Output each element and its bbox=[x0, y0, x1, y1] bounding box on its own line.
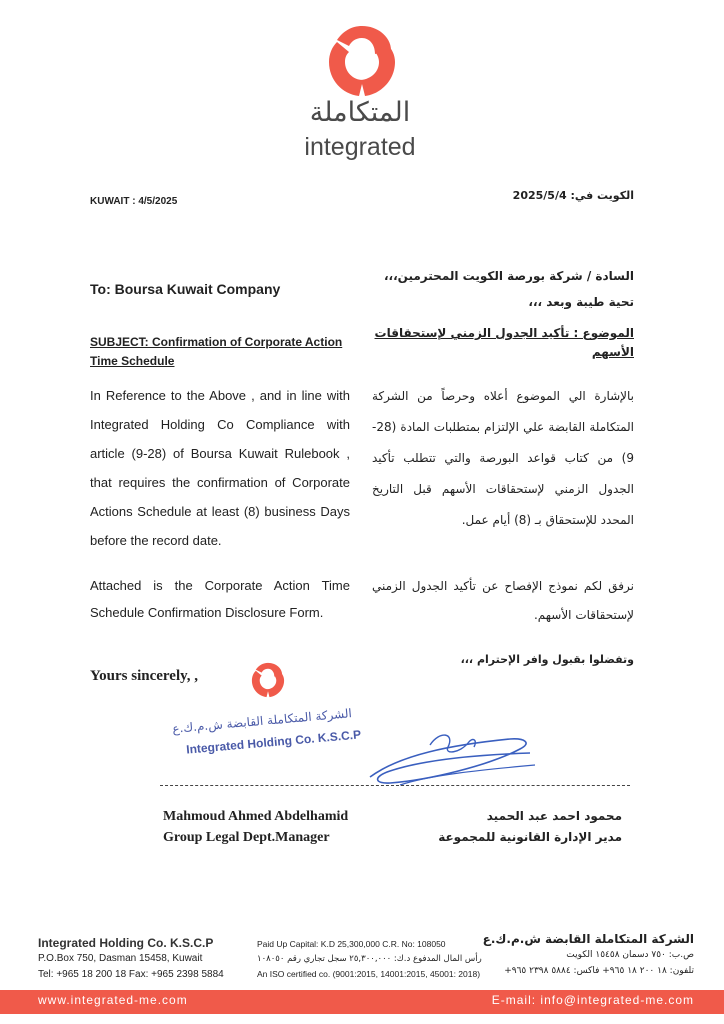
footer-arabic bbox=[483, 931, 694, 979]
footer-english bbox=[38, 935, 224, 983]
body-english: In Reference to the Above , and in line with Integrated Holding Co Compliance with article (9-28) of Boursa Kuwait Rulebook , that requires the confirmation of Corporate Actions Schedule at least (8) business Days before the record date. bbox=[90, 388, 350, 548]
recipient: To: Boursa Kuwait Company bbox=[90, 281, 281, 297]
footer-address-en: P.O.Box 750, Dasman 15458, Kuwait bbox=[38, 953, 203, 964]
footer-phone-en: Tel: +965 18 200 18 Fax: +965 2398 5884 bbox=[38, 969, 224, 980]
date-arabic: الكويت في: 2025/5/4 bbox=[512, 189, 634, 202]
footer-company-en: Integrated Holding Co. K.S.C.P bbox=[38, 936, 214, 950]
signatory-title-en: Group Legal Dept.Manager bbox=[163, 830, 330, 845]
attachment-english: Attached is the Corporate Action Time Schedule Confirmation Disclosure Form. bbox=[90, 578, 350, 620]
signatory-name-ar: محمود احمد عبد الحميد bbox=[486, 809, 622, 823]
subject-english: SUBJECT: Confirmation of Corporate Action Time Schedule bbox=[90, 335, 343, 368]
footer-iso: An ISO certified co. (9001:2015, 14001:2015, 45001: 2018) bbox=[257, 969, 481, 979]
signatory-arabic bbox=[438, 806, 622, 848]
date-english: KUWAIT : 4/5/2025 bbox=[90, 196, 178, 207]
closing-english: Yours sincerely, , bbox=[90, 668, 199, 684]
signatory-name-en: Mahmoud Ahmed Abdelhamid bbox=[163, 809, 349, 824]
company-logo bbox=[300, 22, 424, 105]
email-link[interactable]: E-mail: info@integrated-me.com bbox=[491, 993, 694, 1007]
footer-capital-en: Paid Up Capital: K.D 25,300,000 C.R. No: 108050 bbox=[257, 939, 446, 949]
footer-company-ar: الشركة المتكاملة القابضة ش.م.ك.ع bbox=[482, 932, 694, 946]
body-arabic: بالإشارة الي الموضوع أعلاه وحرصاً من الشركة المتكاملة القابضة علي الإلتزام بمتطلبات المادة (28-9) من كتاب قواعد البورصة والتي تتطلب تأكيد الجدول الزمني لإستحقاقات الأسهم قبل التاريخ المحدد للإستحقاق بـ (8) أيام عمل. bbox=[372, 389, 634, 527]
logo-english-text: integrated bbox=[304, 133, 416, 161]
arabic-greeting: تحية طيبة وبعد ،،، bbox=[528, 295, 634, 309]
footer-capital-ar: رأس المال المدفوع د.ك: ٢٥,٣٠٠,٠٠٠ سجل تجاري رقم ١٠٨٠٥٠ bbox=[257, 954, 482, 964]
arabic-addressee: السادة / شركة بورصة الكويت المحترمين،،، bbox=[384, 269, 634, 283]
stamp-logo-icon bbox=[248, 660, 288, 700]
signature-line bbox=[160, 785, 630, 786]
stamp-arabic-text: الشركة المتكاملة القابضة ش.م.ك.ع bbox=[171, 706, 353, 736]
logo-arabic-text: المتكاملة bbox=[309, 97, 411, 128]
attachment-arabic: نرفق لكم نموذج الإفصاح عن تأكيد الجدول الزمني لإستحقاقات الأسهم. bbox=[372, 579, 634, 622]
logo-mark-icon bbox=[321, 22, 403, 100]
arabic-salutation bbox=[384, 263, 634, 315]
website-link[interactable]: www.integrated-me.com bbox=[38, 993, 188, 1007]
footer-registration bbox=[257, 937, 482, 982]
stamp-english-text: Integrated Holding Co. K.S.C.P bbox=[185, 727, 362, 757]
signatory-english bbox=[163, 806, 348, 848]
footer-address-ar: ص.ب: ٧٥٠ دسمان ١٥٤٥٨ الكويت bbox=[566, 950, 694, 960]
subject-arabic: الموضوع : تأكيد الجدول الزمني لإستحقاقات الأسهم bbox=[374, 326, 634, 359]
signatory-title-ar: مدير الإدارة القانونية للمجموعة bbox=[438, 830, 622, 844]
footer-phone-ar: تلفون: ١٨ ٢٠٠ ١٨ ٩٦٥+ فاكس: ٥٨٨٤ ٢٣٩٨ ٩٦٥+ bbox=[504, 966, 694, 976]
closing-arabic: وتفضلوا بقبول وافر الإحترام ،،، bbox=[460, 653, 634, 666]
